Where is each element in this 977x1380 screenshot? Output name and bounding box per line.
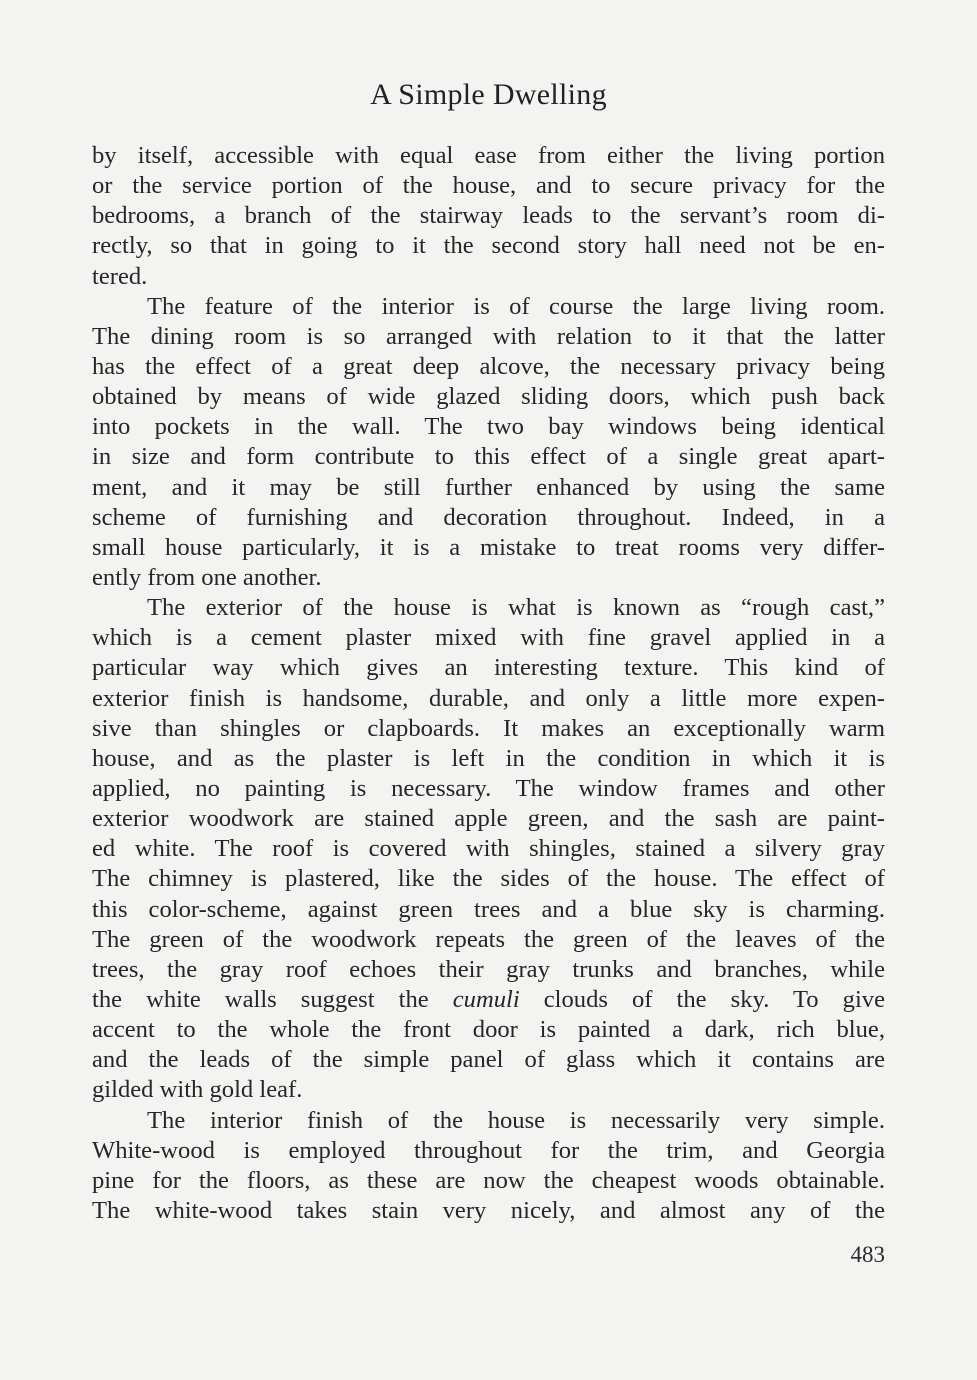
text-line: tered.	[92, 262, 148, 290]
text-line: The chimney is plastered, like the sides of the house. The effect of	[92, 865, 885, 893]
text-line: exterior woodwork are stained apple green, and the sash are paint-	[92, 805, 885, 833]
text-line: The green of the woodwork repeats the green of the leaves of the	[92, 925, 885, 953]
text-line: The interior finish of the house is necessarily very simple.	[147, 1106, 885, 1134]
text-line: in size and form contribute to this effect of a single great apart-	[92, 443, 885, 471]
text-line: small house particularly, it is a mistake to treat rooms very differ-	[92, 533, 885, 561]
text-line: into pockets in the wall. The two bay windows being identical	[92, 413, 885, 441]
text-line: this color-scheme, against green trees and a blue sky is charming.	[92, 895, 885, 923]
text-line: and the leads of the simple panel of glass which it contains are	[92, 1046, 885, 1074]
text-line: rectly, so that in going to it the second story hall need not be en-	[92, 232, 885, 260]
text-line: applied, no painting is necessary. The window frames and other	[92, 774, 885, 802]
text-line: which is a cement plaster mixed with fine gravel applied in a	[92, 624, 885, 652]
text-line: pine for the floors, as these are now the cheapest woods obtainable.	[92, 1166, 885, 1194]
text-line: has the effect of a great deep alcove, the necessary privacy being	[92, 352, 885, 380]
text-line: house, and as the plaster is left in the condition in which it is	[92, 744, 885, 772]
page-number: 483	[850, 1242, 885, 1267]
text-line: The feature of the interior is of course the large living room.	[147, 292, 885, 320]
line-segment: the white walls suggest the	[92, 985, 453, 1013]
text-line: by itself, accessible with equal ease from either the living portion	[92, 142, 885, 169]
text-line: exterior finish is handsome, durable, and only a little more expen-	[92, 684, 885, 712]
line-segment: clouds of the sky. To give	[519, 985, 885, 1013]
text-line: scheme of furnishing and decoration throughout. Indeed, in a	[92, 503, 885, 531]
text-line: The exterior of the house is what is known as “rough cast,”	[147, 594, 885, 622]
text-line: gilded with gold leaf.	[92, 1076, 303, 1104]
italic-word: cumuli	[452, 985, 520, 1013]
text-line: accent to the whole the front door is painted a dark, rich blue,	[92, 1016, 885, 1044]
text-line-with-italic	[92, 985, 885, 1015]
text-line: particular way which gives an interesting texture. This kind of	[92, 654, 885, 682]
text-line: White-wood is employed throughout for the trim, and Georgia	[92, 1136, 885, 1164]
text-line: obtained by means of wide glazed sliding doors, which push back	[92, 383, 885, 411]
text-line: ment, and it may be still further enhanced by using the same	[92, 473, 885, 501]
text-line: trees, the gray roof echoes their gray trunks and branches, while	[92, 955, 885, 983]
text-line: bedrooms, a branch of the stairway leads to the servant’s room di-	[92, 202, 885, 230]
body-text	[92, 141, 885, 1226]
text-line: ed white. The roof is covered with shingles, stained a silvery gray	[92, 835, 885, 863]
text-line: ently from one another.	[92, 563, 322, 591]
running-head: A Simple Dwelling	[370, 78, 607, 111]
text-line: sive than shingles or clapboards. It makes an exceptionally warm	[92, 714, 885, 742]
text-line: or the service portion of the house, and to secure privacy for the	[92, 172, 885, 200]
text-line: The dining room is so arranged with relation to it that the latter	[92, 322, 885, 350]
text-line: The white-wood takes stain very nicely, and almost any of the	[92, 1196, 885, 1224]
